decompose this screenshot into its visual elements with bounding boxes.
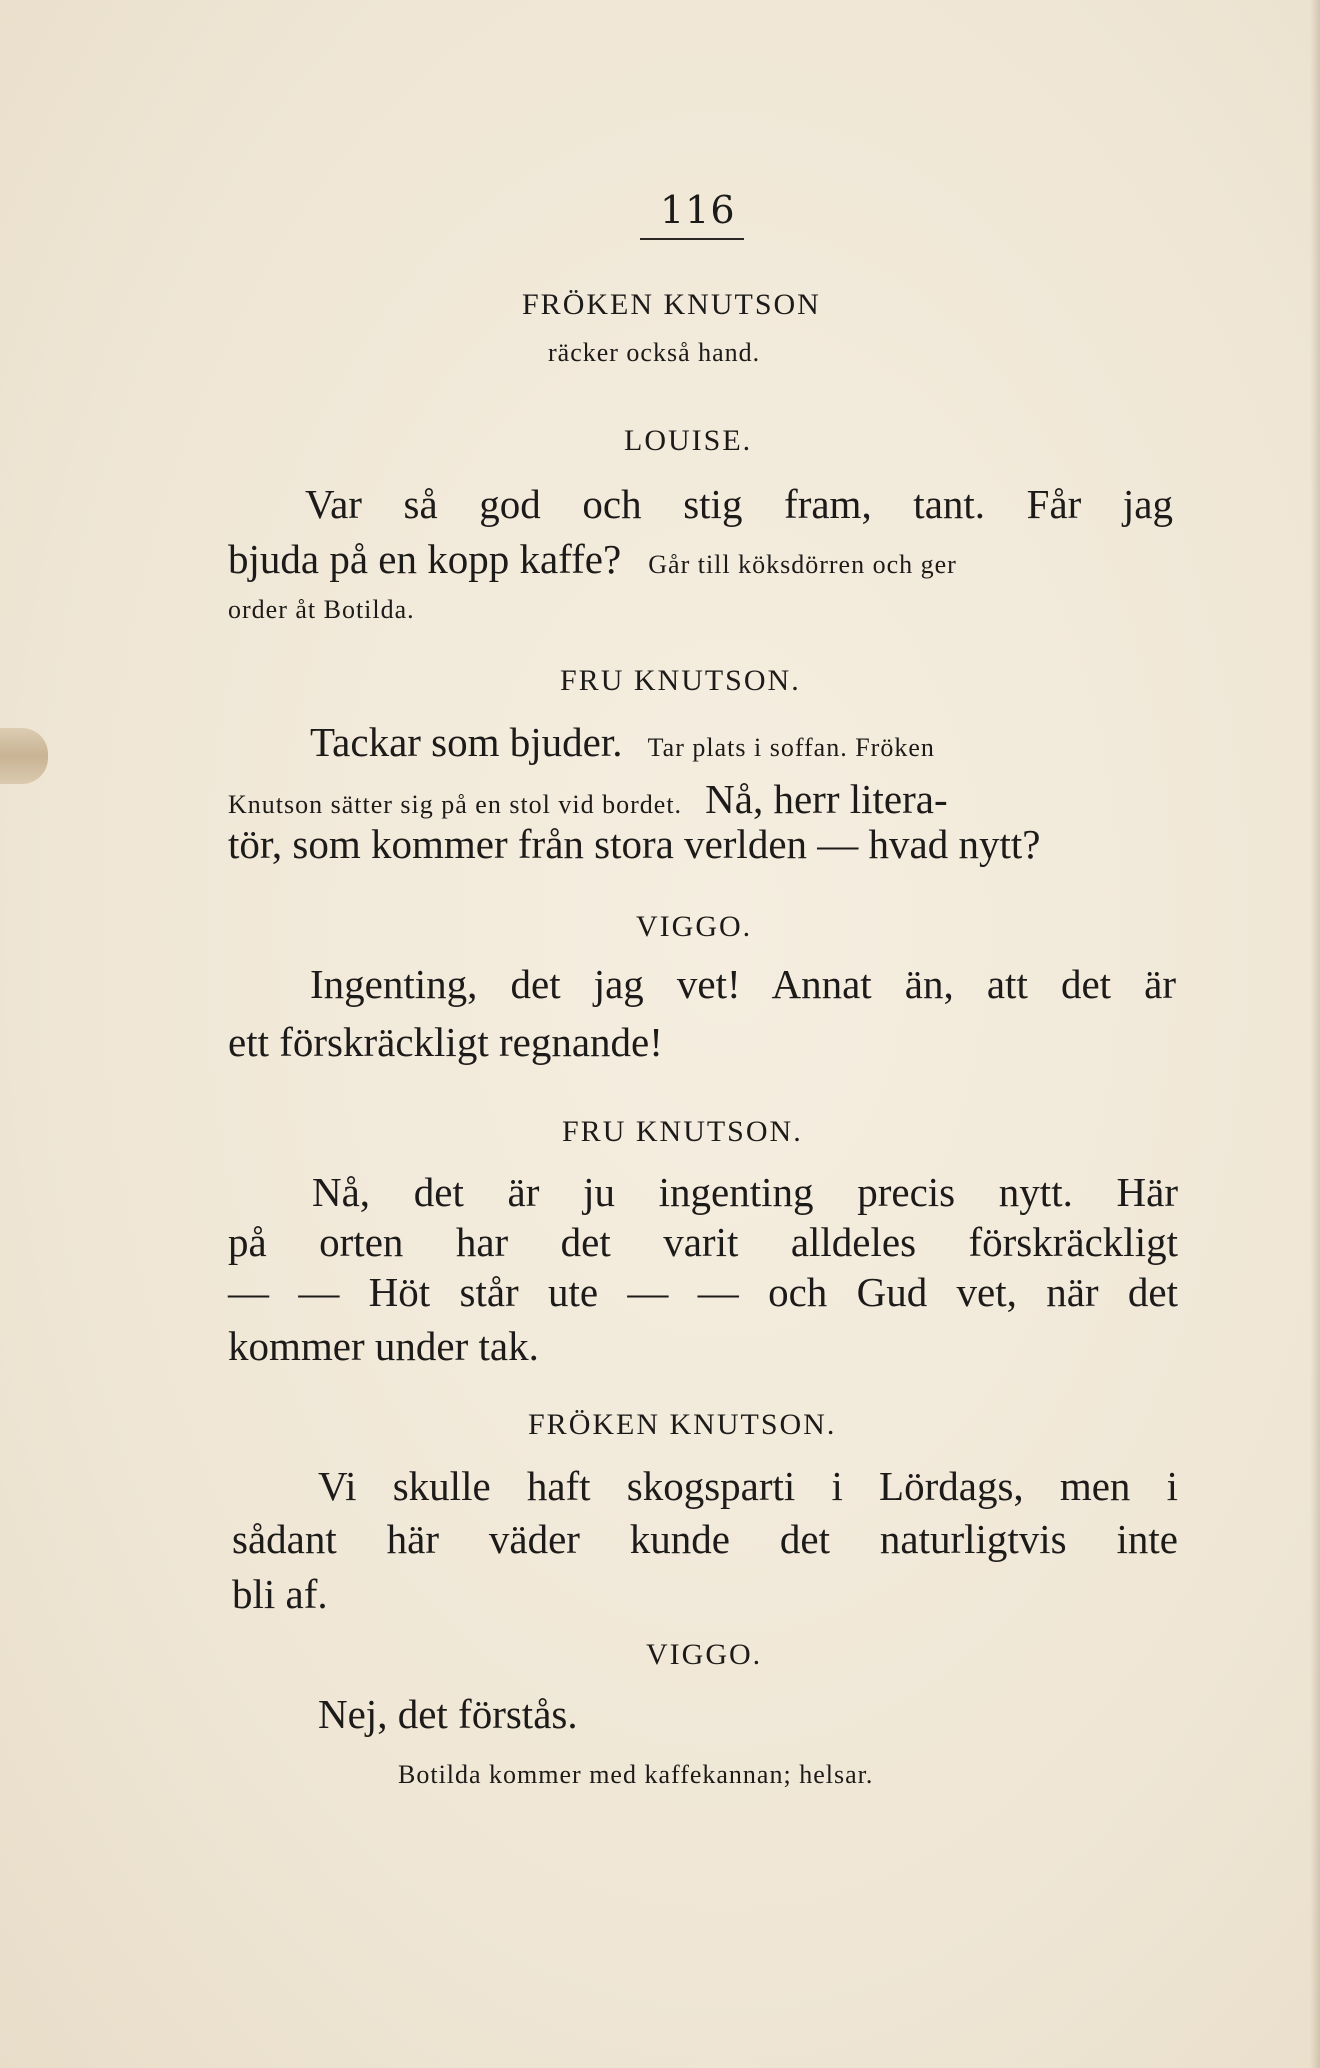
dialogue-line: Var så god och stig fram, tant. Får jag	[305, 481, 1173, 527]
stage-direction: Går till köksdörren och ger	[648, 550, 957, 579]
dialogue-line: Ingenting, det jag vet! Annat än, att det är	[310, 961, 1176, 1007]
dialogue-line: bli af.	[232, 1571, 328, 1617]
dialogue-line-mixed	[228, 535, 957, 583]
page-number: 116	[660, 188, 736, 232]
dialogue-line-mixed	[228, 775, 948, 823]
speaker-froken-knutson-1: FRÖKEN KNUTSON	[522, 288, 821, 321]
dialogue-line: Vi skulle haft skogsparti i Lördags, men i	[318, 1463, 1178, 1509]
dialogue-run: bjuda på en kopp kaffe?	[228, 536, 622, 582]
stage-direction: Knutson sätter sig på en stol vid bordet.	[228, 790, 683, 819]
stage-direction: räcker också hand.	[548, 338, 761, 367]
dialogue-run: Tackar som bjuder.	[310, 719, 623, 765]
dialogue-line: — — Höt står ute — — och Gud vet, när det	[228, 1269, 1178, 1315]
dialogue-line: Nej, det förstås.	[318, 1691, 578, 1737]
stage-direction: Tar plats i soffan. Fröken	[647, 733, 935, 762]
speaker-fru-knutson-1: FRU KNUTSON.	[560, 664, 801, 697]
dialogue-line-mixed	[310, 718, 935, 766]
page-edge-shadow	[1310, 0, 1320, 2068]
dialogue-line: sådant här väder kunde det naturligtvis inte	[232, 1516, 1178, 1562]
dialogue-line: kommer under tak.	[228, 1323, 539, 1369]
speaker-fru-knutson-2: FRU KNUTSON.	[562, 1115, 803, 1148]
speaker-louise: LOUISE.	[624, 424, 753, 457]
dialogue-run: Nå, herr litera-	[705, 776, 948, 822]
speaker-viggo-2: VIGGO.	[646, 1638, 763, 1671]
stage-direction: order åt Botilda.	[228, 595, 415, 624]
speaker-froken-knutson-2: FRÖKEN KNUTSON.	[528, 1408, 837, 1441]
dialogue-line: på orten har det varit alldeles förskräckligt	[228, 1219, 1178, 1265]
dialogue-line: Nå, det är ju ingenting precis nytt. Här	[312, 1169, 1178, 1215]
dialogue-line: ett förskräckligt regnande!	[228, 1019, 663, 1065]
page-number-rule	[640, 238, 744, 240]
dialogue-line: tör, som kommer från stora verlden — hvad nytt?	[228, 821, 1041, 867]
speaker-viggo-1: VIGGO.	[636, 910, 753, 943]
stage-direction: Botilda kommer med kaffekannan; helsar.	[398, 1760, 874, 1789]
paper-tab-mark	[0, 728, 48, 784]
